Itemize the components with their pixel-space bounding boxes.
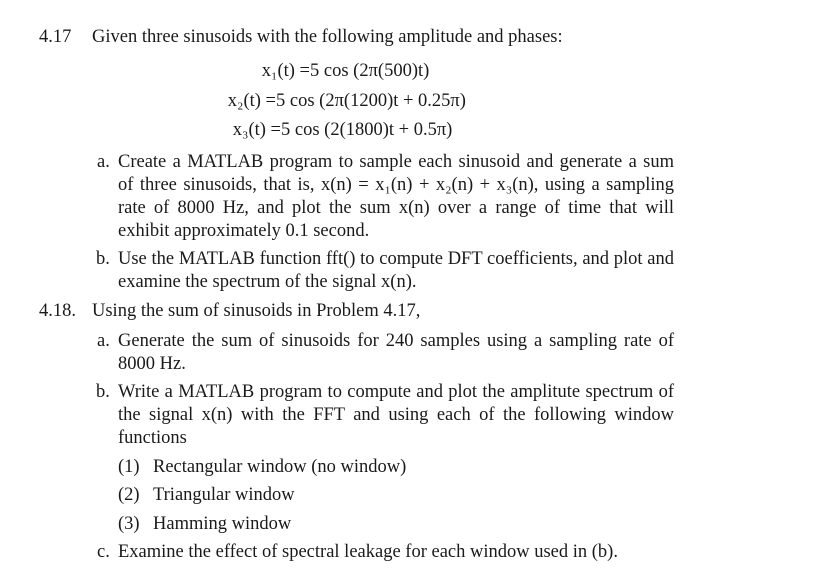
equation-x1-lhs: x₁(t) =	[261, 61, 310, 81]
part-4-18-b-label: b.	[96, 382, 110, 402]
part-4-17-a-label: a.	[97, 152, 110, 172]
equation-x2-lhs: x₂(t) =	[227, 91, 276, 111]
problem-4-18-number: 4.18.	[39, 301, 76, 321]
subitem-2-text: Triangular window	[153, 485, 295, 505]
problem-4-18-intro: Using the sum of sinusoids in Problem 4.17,	[92, 301, 421, 321]
problem-4-17-intro: Given three sinusoids with the following amplitude and phases:	[92, 27, 563, 47]
part-4-17-b-text: Use the MATLAB function fft() to compute DFT coefficients, and plot and examine the spectrum of the signal x(n).	[118, 249, 674, 292]
subitem-2-label: (2)	[118, 485, 140, 505]
subitem-1-text: Rectangular window (no window)	[153, 457, 407, 477]
subitem-1-label: (1)	[118, 457, 140, 477]
subitem-3-text: Hamming window	[153, 514, 292, 534]
part-4-18-a-label: a.	[97, 331, 110, 351]
equation-x3-lhs: x₃(t) =	[232, 120, 281, 140]
equation-x2-rhs: 5 cos (2π(1200)t + 0.25π)	[276, 91, 466, 111]
problem-4-17-number: 4.17	[39, 27, 72, 47]
part-4-17-a-text: Create a MATLAB program to sample each sinusoid and generate a sum of three sinusoids, that is, x(n) = x₁(n) + x₂(n) + x₃(n), using a sampling rate of 8000 Hz, and plot the sum x(n) over a range of time that will exhibit approximately 0.1 second.	[118, 152, 674, 241]
equation-x1-rhs: 5 cos (2π(500)t)	[310, 61, 430, 81]
equation-x3-rhs: 5 cos (2(1800)t + 0.5π)	[281, 120, 453, 140]
part-4-17-b-label: b.	[96, 249, 110, 269]
part-4-18-c-label: c.	[97, 542, 110, 562]
part-4-18-c-text: Examine the effect of spectral leakage for each window used in (b).	[118, 542, 618, 562]
subitem-3-label: (3)	[118, 514, 140, 534]
part-4-18-a-text: Generate the sum of sinusoids for 240 samples using a sampling rate of 8000 Hz.	[118, 331, 674, 374]
part-4-18-b-text: Write a MATLAB program to compute and plot the amplitute spectrum of the signal x(n) with the FFT and using each of the following window functions	[118, 382, 674, 448]
